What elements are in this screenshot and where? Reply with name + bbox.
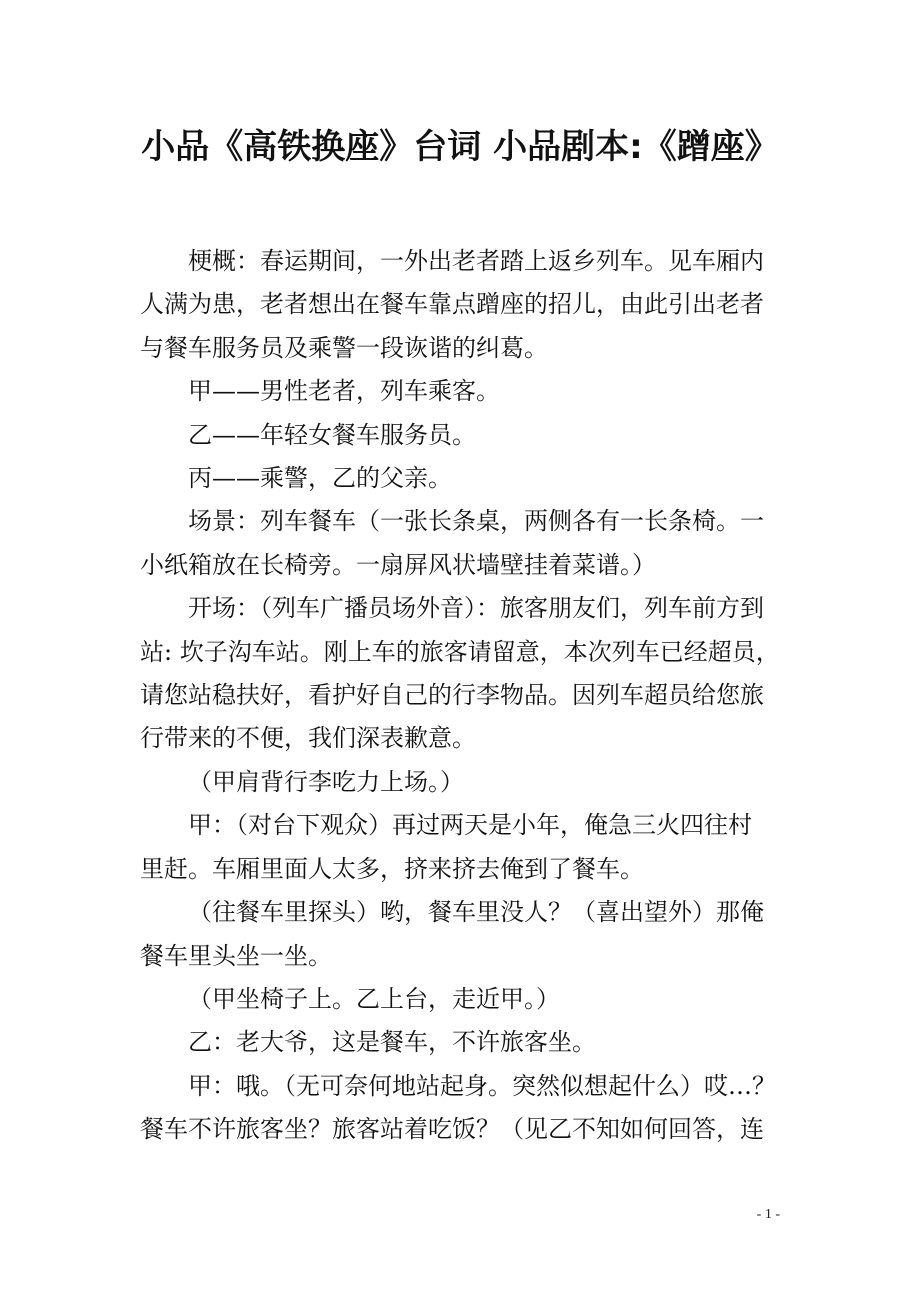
text-line: 小纸箱放在长椅旁。一扇屏风状墙壁挂着菜谱。） — [140, 550, 656, 579]
page-number: - 1 - — [756, 1207, 780, 1222]
text-line: 甲——男性老者，列车乘客。 — [188, 377, 500, 406]
text-line: 里赶。车厢里面人太多，挤来挤去俺到了餐车。 — [140, 854, 644, 883]
text-line: 与餐车服务员及乘警一段诙谐的纠葛。 — [140, 333, 548, 362]
text-line: 场景：列车餐车（一张长条桌，两侧各有一长条椅。一 — [188, 507, 764, 536]
text-line: （甲坐椅子上。乙上台，走近甲。） — [188, 984, 560, 1013]
text-line: 乙：老大爷，这是餐车，不许旅客坐。 — [188, 1028, 596, 1057]
text-line: 餐车不许旅客坐？旅客站着吃饭？（见乙不知如何回答，连 — [140, 1115, 764, 1144]
text-line: 梗概：春运期间，一外出老者踏上返乡列车。见车厢内 — [188, 247, 764, 275]
text-line: 人满为患，老者想出在餐车靠点蹭座的招儿，由此引出老者 — [140, 290, 764, 319]
text-line: 站: 坎子沟车站。刚上车的旅客请留意，本次列车已经超员， — [140, 637, 780, 666]
text-line: 丙——乘警，乙的父亲。 — [188, 464, 452, 493]
text-line: 行带来的不便，我们深表歉意。 — [140, 724, 476, 753]
text-line: 甲：（对台下观众）再过两天是小年，俺急三火四往村 — [188, 811, 752, 840]
text-line: 甲：哦。（无可奈何地站起身。突然似想起什么）哎…？ — [188, 1071, 776, 1100]
text-line: 开场：（列车广播员场外音）：旅客朋友们，列车前方到 — [188, 594, 764, 623]
document-title: 小品《高铁换座》台词 小品剧本:《蹭座》 — [141, 127, 779, 167]
document-body — [140, 240, 780, 1152]
text-line: （甲肩背行李吃力上场。） — [188, 767, 464, 796]
text-line: 请您站稳扶好，看护好自己的行李物品。因列车超员给您旅 — [140, 681, 764, 710]
text-line: （往餐车里探头）哟，餐车里没人？（喜出望外）那俺 — [188, 898, 764, 927]
text-line: 乙——年轻女餐车服务员。 — [188, 420, 476, 449]
text-line: 餐车里头坐一坐。 — [140, 941, 332, 970]
